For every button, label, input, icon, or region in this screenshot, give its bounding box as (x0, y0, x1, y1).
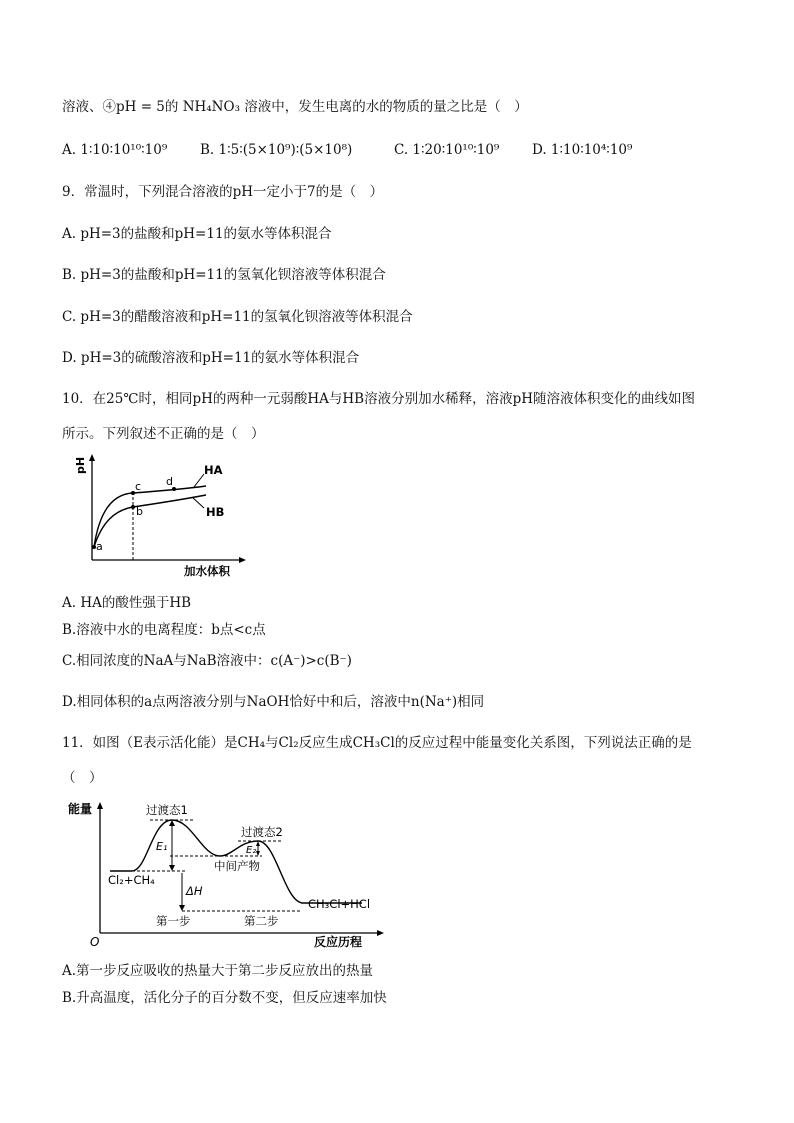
q11-e2-label: E₂ (246, 845, 257, 856)
q10-label-a: a (96, 540, 103, 553)
q11-energy-diagram (62, 796, 392, 951)
q11-x-arrow (377, 930, 384, 936)
q11-step2-label: 第二步 (244, 914, 279, 928)
q11-e1-label: E₁ (156, 840, 168, 853)
q10-stem-line1: 10．在25℃时，相同pH的两种一元弱酸HA与HB溶液分别加水稀释，溶液pH随溶液体积变化的曲线如图 (62, 391, 696, 407)
q8-option-b: B. 1∶5∶(5×10⁹)∶(5×10⁸) (200, 142, 353, 158)
q11-reactants-label: Cl₂+CH₄ (108, 873, 155, 887)
q11-stem-line2: （ ） (62, 770, 103, 786)
q10-label-d: d (166, 475, 173, 488)
q9-option-a: A. pH=3的盐酸和pH=11的氨水等体积混合 (62, 226, 332, 242)
q10-option-d: D.相同体积的a点两溶液分别与NaOH恰好中和后，溶液中n(Na⁺)相同 (62, 694, 485, 710)
q11-stem-line1: 11．如图（E表示活化能）是CH₄与Cl₂反应生成CH₃Cl的反应过程中能量变化关系图，下列说法正确的是 (62, 735, 692, 751)
q9-stem: 9．常温时，下列混合溶液的pH一定小于7的是（ ） (62, 184, 384, 200)
q10-point-b (131, 505, 135, 509)
q10-ph-dilution-figure (70, 452, 260, 580)
q9-option-c: C. pH=3的醋酸溶液和pH=11的氢氧化钡溶液等体积混合 (62, 309, 413, 325)
q10-ha-pointer (194, 474, 204, 487)
q10-label-c: c (135, 480, 142, 493)
q11-option-b: B.升高温度，活化分子的百分数不变，但反应速率加快 (62, 990, 387, 1006)
q10-option-a: A. HA的酸性强于HB (62, 595, 192, 611)
q11-origin: O (90, 935, 100, 949)
q8-option-d: D. 1∶10∶10⁴∶10⁹ (532, 142, 633, 158)
q11-intermediate-label: 中间产物 (214, 859, 260, 873)
q11-ylabel: 能量 (68, 802, 93, 816)
q8-stem-line: 溶液、④pH = 5的 NH₄NO₃ 溶液中，发生电离的水的物质的量之比是（ ） (62, 99, 528, 115)
q10-option-c: C.相同浓度的NaA与NaB溶液中：c(A⁻)>c(B⁻) (62, 653, 352, 669)
q10-series-ha: HA (204, 463, 223, 477)
q11-ts1-label: 过渡态1 (146, 803, 188, 817)
q9-option-d: D. pH=3的硫酸溶液和pH=11的氨水等体积混合 (62, 350, 360, 366)
q10-option-b: B.溶液中水的电离程度：b点<c点 (62, 622, 266, 638)
q8-option-c: C. 1∶20∶10¹⁰∶10⁹ (394, 142, 500, 158)
q10-curve-ha (94, 486, 206, 547)
q10-x-arrow (239, 557, 246, 563)
q10-series-hb: HB (206, 505, 225, 519)
q11-xlabel: 反应历程 (314, 935, 363, 949)
q10-stem-line2: 所示。下列叙述不正确的是（ ） (62, 426, 265, 442)
q10-label-b: b (136, 505, 143, 518)
q11-products-label: CH₃Cl+HCl (308, 897, 371, 911)
q11-dh-label: ΔH (186, 884, 203, 898)
q11-ts2-label: 过渡态2 (241, 825, 283, 839)
q11-y-arrow (97, 802, 103, 809)
q10-hb-pointer (192, 497, 204, 508)
q10-ylabel: pH (74, 456, 87, 474)
q9-option-b: B. pH=3的盐酸和pH=11的氢氧化钡溶液等体积混合 (62, 267, 386, 283)
q11-step1-label: 第一步 (156, 914, 191, 928)
q10-y-arrow (89, 454, 95, 461)
q11-option-a: A.第一步反应吸收的热量大于第二步反应放出的热量 (62, 963, 374, 979)
q10-xlabel: 加水体积 (184, 564, 230, 578)
q8-option-a: A. 1∶10∶10¹⁰∶10⁹ (62, 142, 168, 158)
